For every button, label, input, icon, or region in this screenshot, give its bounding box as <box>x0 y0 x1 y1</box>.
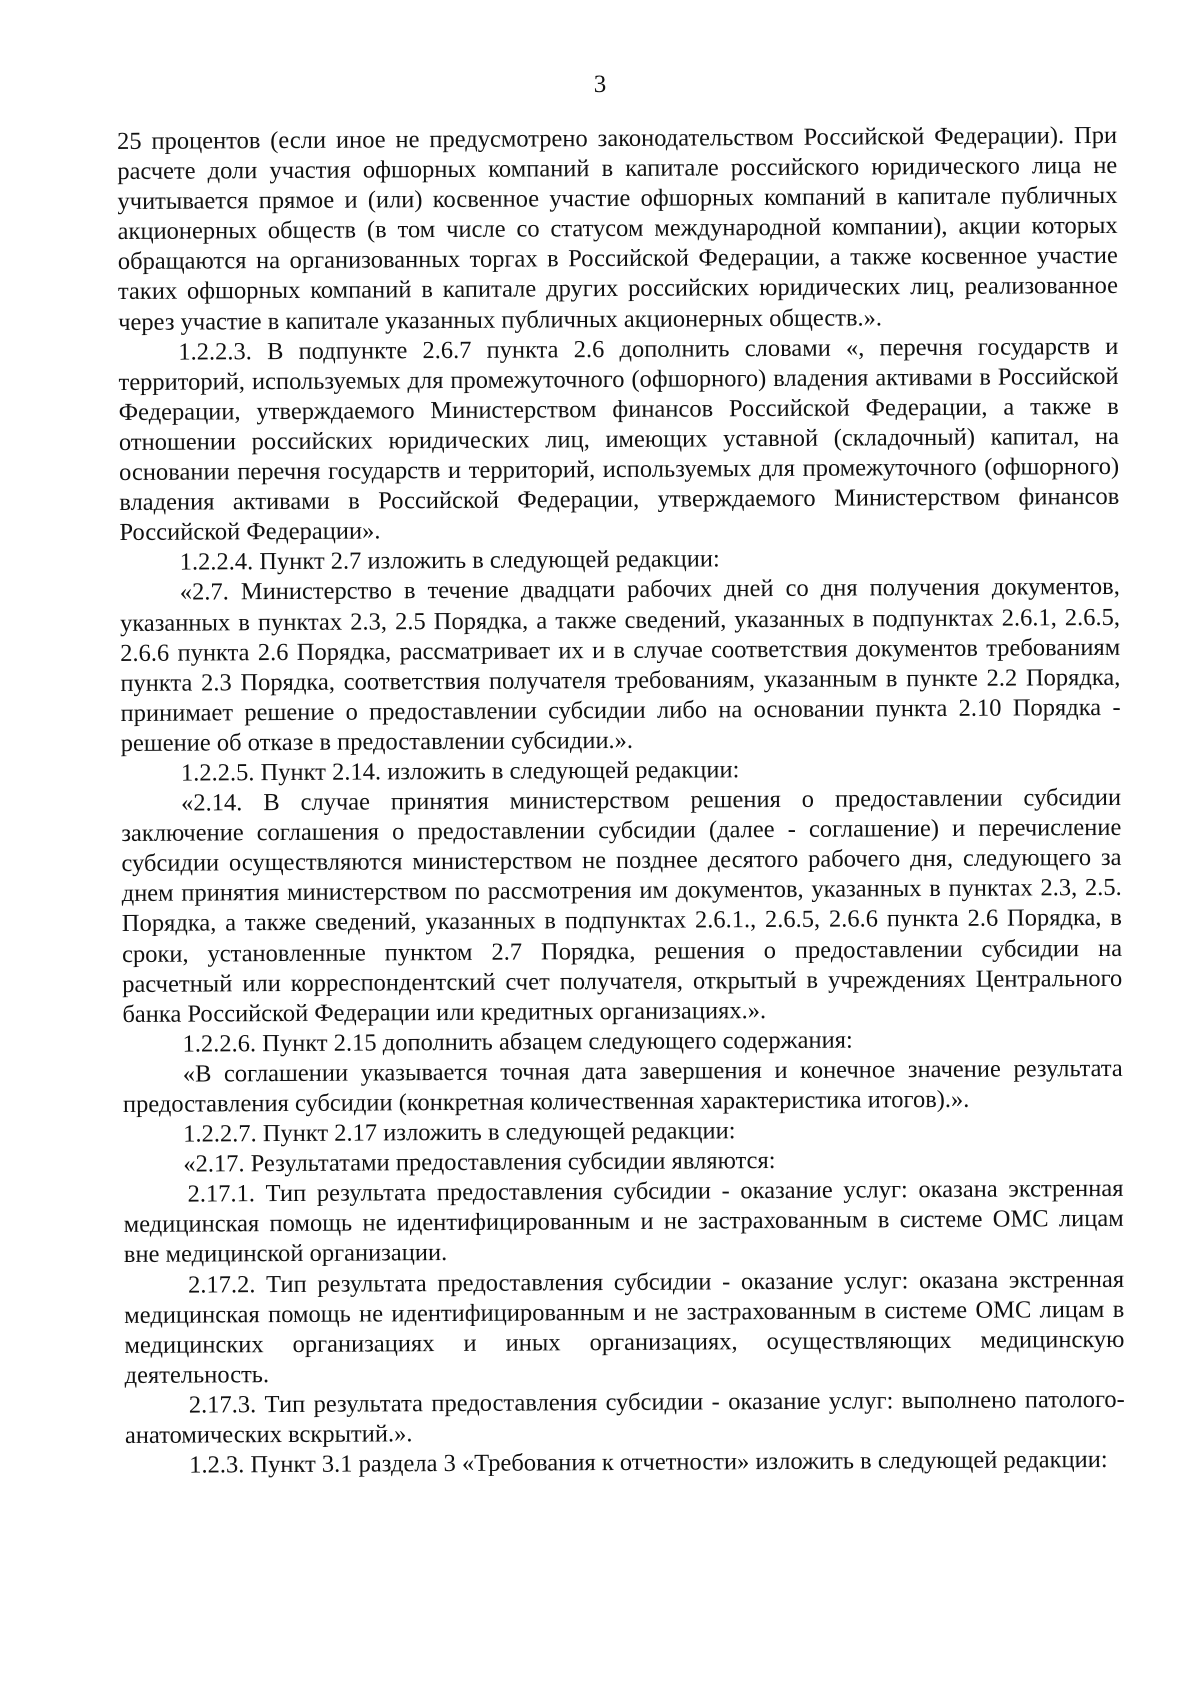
document-body <box>117 121 1125 1481</box>
paragraph-2-17-2: 2.17.2. Тип результата предоставления субсидии - оказание услуг: оказана экстренная медицинская помощь не идентифицированным и не застрахованным в системе ОМС лицам в медицинских организациях и иных организациях, осуществляющих медицинскую деятельность. <box>124 1265 1125 1389</box>
paragraph-1-2-3: 1.2.3. Пункт 3.1 раздела 3 «Требования к отчетности» изложить в следующей редакции: <box>189 1446 1108 1479</box>
paragraph-1-2-2-3: 1.2.2.3. В подпункте 2.6.7 пункта 2.6 дополнить словами «, перечня государств и территорий, используемых для промежуточного (офшорного) владения активами в Российской Федерации, утверждаемого Министерством финансов Российской Федерации, а также в отношении российских юридических лиц, имеющих уставной (складочный) капитал, на основании перечня государств и территорий, используемых для промежуточного (офшорного) владения активами в Российской Федерации, утверждаемого Министерством финансов Российской Федерации». <box>118 332 1120 547</box>
page-number: 3 <box>593 71 607 98</box>
paragraph-2-17-1: 2.17.1. Тип результата предоставления субсидии - оказание услуг: оказана экстренная медицинская помощь не идентифицированным и не застрахованным в системе ОМС лицам вне медицинской организации. <box>123 1175 1124 1269</box>
paragraph-2-17-3: 2.17.3. Тип результата предоставления субсидии - оказание услуг: выполнено патолого-анатомических вскрытий.». <box>124 1385 1125 1450</box>
paragraph-1-2-2-5: 1.2.2.5. Пункт 2.14. изложить в следующей редакции: <box>180 756 740 787</box>
paragraph-1-2-2-4: 1.2.2.4. Пункт 2.7 изложить в следующей редакции: <box>179 545 720 576</box>
paragraph-offshore-continuation: 25 процентов (если иное не предусмотрено законодательством Российской Федерации). При расчете доли участия офшорных компаний в капитале российского юридического лица не учитывается прямое и (или) косвенное участие офшорных компаний в капитале публичных акционерных обществ (в том числе со статусом международной компании), акции которых обращаются на организованных торгах в Российской Федерации, а также косвенное участие таких офшорных компаний в капитале других российских юридических лиц, реализованное через участие в капитале указанных публичных акционерных обществ.». <box>117 121 1119 336</box>
paragraph-clause-2-7: «2.7. Министерство в течение двадцати рабочих дней со дня получения документов, указанных в пунктах 2.3, 2.5 Порядка, а также сведений, указанных в подпунктах 2.6.1, 2.6.5, 2.6.6 пункта 2.6 Порядка, рассматривает их и в случае соответствия документов требованиям пункта 2.3 Порядка, соответствия получателя требованиям, указанным в пункте 2.2 Порядка, принимает решение о предоставлении субсидии либо на основании пункта 2.10 Порядка - решение об отказе в предоставлении субсидии.». <box>119 573 1121 757</box>
paragraph-1-2-2-7: 1.2.2.7. Пункт 2.17 изложить в следующей редакции: <box>183 1117 736 1148</box>
paragraph-agreement-date: «В соглашении указывается точная дата завершения и конечное значение результата предоставления субсидии (конкретная количественная характеристика итогов).». <box>122 1054 1123 1118</box>
paragraph-clause-2-17: «2.17. Результатами предоставления субсидии являются: <box>183 1147 776 1178</box>
paragraph-clause-2-14: «2.14. В случае принятия министерством решения о предоставлении субсидии заключение соглашения о предоставлении субсидии (далее - соглашение) и перечисление субсидии осуществляются министерством не позднее десятого рабочего дня, следующего за днем принятия министерством по рассмотрения им документов, указанных в пунктах 2.3, 2.5. Порядка, а также сведений, указанных в подпунктах 2.6.1., 2.6.5, 2.6.6 пункта 2.6 Порядка, в сроки, установленные пунктом 2.7 Порядка, решения о предоставлении субсидии на расчетный или корреспондентский счет получателя, открытый в учреждениях Центрального банка Российской Федерации или кредитных организациях.». <box>121 783 1123 1028</box>
paragraph-1-2-2-6: 1.2.2.6. Пункт 2.15 дополнить абзацем следующего содержания: <box>182 1026 853 1058</box>
